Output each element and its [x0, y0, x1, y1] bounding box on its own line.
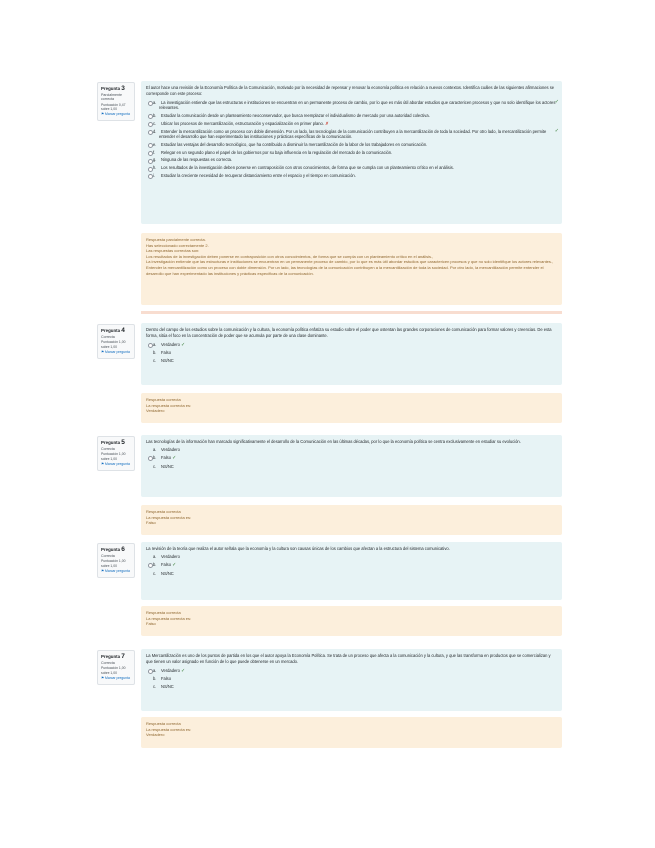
flag-question-link[interactable]: ⚑ Marcar pregunta — [101, 112, 130, 117]
flag-question-link[interactable]: ⚑ Marcar pregunta — [101, 349, 130, 354]
feedback-line: Verdadero — [146, 408, 165, 414]
feedback-box-7 — [141, 717, 562, 748]
question-content-6 — [141, 542, 562, 600]
question-info-4 — [97, 324, 135, 359]
question-number: Pregunta 7 — [101, 653, 125, 660]
feedback-line: Verdadero — [146, 732, 165, 738]
checkbox[interactable] — [148, 101, 153, 106]
answer-option-c[interactable]: c. Ubicar los procesos de mercantilización, estructuración y espacialización en primer plano. ✗ — [146, 121, 557, 127]
feedback-line: La respuesta correcta es: — [146, 514, 192, 520]
answer-option-c[interactable]: c. NS/NC — [153, 463, 174, 469]
feedback-line: Falso — [146, 520, 156, 526]
question-text: Dentro del campo de los estudios sobre la comunicación y la cultura, la economía política enfatiza su estudio sobre el poder que ostentan las grandes corporaciones de comunicación para formar valores y creencias. De esta forma, sitúa el foco en la concentración de poder que se acumula por parte de una clase dominante. — [146, 327, 552, 339]
answer-option-a[interactable]: a. Verdadero ✓ — [146, 668, 557, 675]
answer-option-b[interactable]: b. Falso ✓ — [146, 562, 557, 569]
answer-option-a[interactable]: a. La investigación entiende que las estructuras e instituciones se encuentran en un permanente proceso de cambio, por lo que es más útil abordar estudios que caractericen procesos y que no solo identifique los actores relevantes. ✓ — [146, 100, 557, 111]
question-grade: Puntuación 1,00 sobre 1,00 — [101, 340, 126, 349]
feedback-line: Las respuestas correctas son: — [146, 248, 200, 254]
feedback-line: Falso — [146, 621, 156, 627]
checkbox[interactable] — [148, 130, 153, 135]
question-content-7 — [141, 649, 562, 711]
feedback-line: Respuesta correcta — [146, 397, 181, 402]
question-state: Parcialmente correcta — [101, 93, 122, 102]
radio-button[interactable] — [148, 669, 153, 674]
question-text: La Mercantilización es uno de los puntos de partida en los que el autor apoya la Economía Política. Se trata de un proceso que afecta a la comunicación y la cultura, y que las transforma en productos que se comercializan y que tienen un valor asignado en función de lo que puede obtenerse en un mercado. — [146, 653, 551, 665]
flag-icon: ⚑ — [101, 112, 105, 117]
question-state: Correcta — [101, 335, 115, 339]
question-grade: Puntuación 1,00 sobre 1,00 — [101, 559, 126, 568]
question-grade: Puntuación 1,00 sobre 1,00 — [101, 666, 126, 675]
question-grade: Puntuación 0,47 sobre 1,00 — [101, 102, 126, 112]
question-state: Correcta — [101, 554, 115, 558]
question-number: Pregunta 6 — [101, 546, 125, 553]
answer-option-i[interactable]: i. Estudiar la creciente necesidad de recuperar distanciamiento entre el espacio y el tiempo en comunicación. — [146, 173, 557, 179]
flag-icon: ⚑ — [101, 461, 105, 466]
feedback-line: Has seleccionado correctamente 2. — [146, 242, 209, 248]
answer-option-e[interactable]: e. Estudiar las ventajas del desarrollo tecnológico, que ha contribuido a disminuir la mercantilización de la labor de los trabajadores en comunicación. — [146, 142, 557, 148]
feedback-line: Respuesta correcta — [146, 509, 181, 514]
question-content-3 — [141, 81, 562, 224]
flag-icon: ⚑ — [101, 349, 105, 354]
question-state: Correcta — [101, 661, 115, 665]
check-icon: ✓ — [181, 667, 186, 674]
check-icon: ✓ — [172, 562, 177, 569]
feedback-box-5 — [141, 505, 562, 535]
feedback-box-3 — [141, 233, 562, 305]
answer-option-b[interactable]: b. Falso — [153, 676, 172, 682]
flag-question-link[interactable]: ⚑ Marcar pregunta — [101, 461, 130, 466]
question-grade: Puntuación 1,00 sobre 1,00 — [101, 452, 126, 461]
feedback-line: Respuesta correcta — [146, 610, 181, 615]
question-text: La revisión de la teoría que realiza el autor señala que la economía y la cultura son causas únicas de los cambios que afectan a la estructura del sistema comunicativo. — [146, 546, 450, 551]
feedback-line: Respuesta parcialmente correcta. — [146, 237, 206, 242]
question-text: El autor hace una revisión de la Economía Política de la Comunicación, motivado por la necesidad de repensar y renovar la economía política en relación a nuevos contextos. Identifica cuáles de las siguientes afirmaciones se corresponde con este proceso: — [146, 85, 555, 97]
answer-option-d[interactable]: d. Entender la mercantilización como un proceso con doble dimensión. Por un lado, las tecnologías de la comunicación contribuyen a la mercantilización de toda la sociedad. Por otro lado, la mercantilización permite entender el desarrollo que han experimentado las instituciones y prácticas específicas de la comunicación. ✓ — [146, 129, 557, 140]
feedback-box-4 — [141, 393, 562, 423]
checkbox[interactable] — [148, 159, 153, 164]
answer-option-f[interactable]: f. Relegar en un segundo plano el papel de los gobiernos por su baja influencia en la regulación del mercado de la comunicación. — [146, 150, 557, 156]
question-content-5 — [141, 435, 562, 497]
check-icon: ✓ — [172, 455, 177, 462]
answer-option-b[interactable]: b. Falso — [153, 350, 172, 356]
feedback-box-6 — [141, 606, 562, 636]
answer-option-c[interactable]: c. NS/NC — [153, 570, 174, 576]
flag-icon: ⚑ — [101, 568, 105, 573]
section-divider — [141, 311, 562, 314]
feedback-line: Respuesta correcta — [146, 721, 181, 726]
answer-option-c[interactable]: c. NS/NC — [153, 358, 174, 364]
feedback-line: La respuesta correcta es: — [146, 402, 192, 408]
answer-option-h[interactable]: h. Los resultados de la investigación deben ponerse en contraposición con otros conocimientos, de forma que se cumpla con un planteamiento crítico en el análisis. — [146, 165, 557, 171]
answer-option-a[interactable]: a. Verdadero — [153, 447, 180, 453]
question-info-5 — [97, 436, 135, 471]
check-icon: ✓ — [554, 127, 559, 134]
checkbox[interactable] — [148, 167, 153, 172]
feedback-line: Entender la mercantilización como un proceso con doble dimensión. Por un lado, las tecnologías de la comunicación contribuyen a la mercantilización de toda la sociedad. Por otro lado, la mercantilización permite entender el desarrollo que han experimentado las instituciones y prácticas específicas de la comunicación. — [146, 264, 544, 276]
check-icon: ✓ — [554, 98, 559, 105]
answer-option-a[interactable]: a. Verdadero ✓ — [146, 342, 557, 349]
feedback-line: La investigación entiende que las estructuras e instituciones se encuentran en un permanente proceso de cambio, por lo que es más útil abordar estudios que caractericen procesos y que no solo identifique los actores relevantes., — [146, 259, 554, 265]
feedback-line: La respuesta correcta es: — [146, 615, 192, 621]
answer-option-b[interactable]: b. Estudiar la comunicación desde un planteamiento neoconservador, que busca reemplazar el individualismo de mercado por una autoridad colectiva. — [146, 113, 557, 119]
feedback-line: Los resultados de la investigación deben ponerse en contraposición con otros conocimientos, de forma que se cumpla con un planteamiento crítico en el análisis., — [146, 253, 434, 259]
question-text: Las tecnologías de la información han marcado significativamente el desarrollo de la Comunicación en las últimas décadas, por lo que la economía política se centra exclusivamente en estudiar su evolución. — [146, 439, 521, 444]
question-number: Pregunta 3 — [101, 85, 125, 92]
answer-option-c[interactable]: c. NS/NC — [153, 684, 174, 690]
question-number: Pregunta 5 — [101, 439, 125, 446]
answer-option-b[interactable]: b. Falso ✓ — [146, 455, 557, 462]
answer-option-a[interactable]: a. Verdadero — [153, 554, 180, 560]
radio-button[interactable] — [148, 343, 153, 348]
checkbox[interactable] — [148, 151, 153, 156]
question-info-6 — [97, 543, 135, 578]
answer-option-g[interactable]: g. Ninguna de las respuestas es correcta. — [146, 157, 557, 163]
feedback-line: La respuesta correcta es: — [146, 726, 192, 732]
cross-icon: ✗ — [325, 120, 329, 126]
question-number: Pregunta 4 — [101, 327, 125, 334]
question-content-4 — [141, 323, 562, 385]
flag-icon: ⚑ — [101, 675, 105, 680]
question-info-7 — [97, 650, 135, 685]
check-icon: ✓ — [181, 341, 186, 348]
question-state: Correcta — [101, 447, 115, 451]
flag-question-link[interactable]: ⚑ Marcar pregunta — [101, 568, 130, 573]
flag-question-link[interactable]: ⚑ Marcar pregunta — [101, 675, 130, 680]
question-info-3 — [97, 82, 135, 121]
